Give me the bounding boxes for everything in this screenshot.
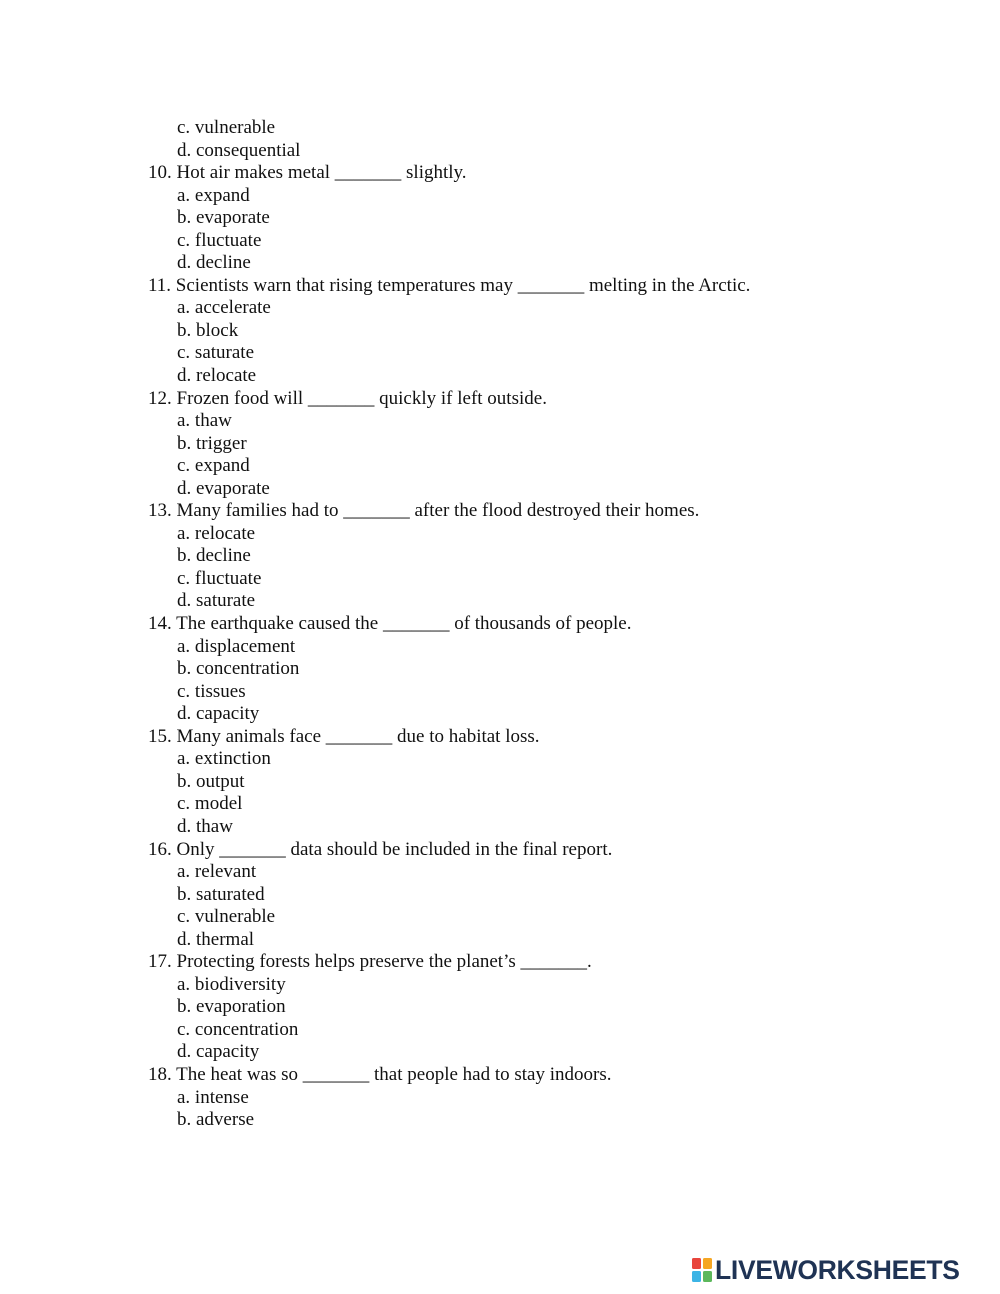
question-text: 15. Many animals face _______ due to habitat loss. <box>148 725 540 747</box>
question-text: 16. Only _______ data should be included in the final report. <box>148 838 613 860</box>
answer-option: b. evaporate <box>177 207 270 229</box>
answer-option: b. output <box>177 770 245 792</box>
answer-option: c. vulnerable <box>177 906 276 928</box>
answer-option: c. model <box>177 793 243 815</box>
answer-option: d. relocate <box>177 365 257 387</box>
answer-option: c. concentration <box>177 1018 299 1040</box>
question-text: 13. Many families had to _______ after the flood destroyed their homes. <box>148 500 700 522</box>
liveworksheets-logo-icon <box>692 1258 712 1282</box>
liveworksheets-logo-text: LIVEWORKSHEETS <box>715 1255 960 1285</box>
answer-option: d. thaw <box>177 815 233 837</box>
answer-option: a. relevant <box>177 861 257 883</box>
answer-option: b. trigger <box>177 432 247 454</box>
question-text: 18. The heat was so _______ that people had to stay indoors. <box>148 1063 612 1085</box>
liveworksheets-logo <box>692 1256 960 1284</box>
answer-option: d. decline <box>177 252 251 274</box>
answer-option: c. saturate <box>177 342 255 364</box>
answer-option: b. saturated <box>177 883 265 905</box>
question-text: 17. Protecting forests helps preserve the planet’s _______. <box>148 951 592 973</box>
question-text: 12. Frozen food will _______ quickly if left outside. <box>148 387 547 409</box>
answer-option: d. capacity <box>177 1041 260 1063</box>
answer-option: d. thermal <box>177 928 255 950</box>
answer-option: a. relocate <box>177 522 256 544</box>
answer-option: a. intense <box>177 1086 249 1108</box>
question-text: 10. Hot air makes metal _______ slightly. <box>148 162 467 184</box>
answer-option: a. thaw <box>177 410 232 432</box>
answer-option: c. vulnerable <box>177 117 276 138</box>
answer-option: b. evaporation <box>177 996 286 1018</box>
answer-option: b. adverse <box>177 1109 255 1131</box>
answer-option: b. block <box>177 319 239 341</box>
answer-option: c. fluctuate <box>177 229 262 251</box>
answer-option: b. decline <box>177 545 251 567</box>
answer-option: b. concentration <box>177 658 300 680</box>
answer-option: a. accelerate <box>177 297 271 319</box>
answer-option: c. expand <box>177 455 250 477</box>
answer-option: c. tissues <box>177 680 246 702</box>
answer-option: a. extinction <box>177 748 271 770</box>
answer-option: d. evaporate <box>177 477 270 499</box>
answer-option: d. capacity <box>177 703 260 725</box>
answer-option: c. fluctuate <box>177 567 262 589</box>
answer-option: d. saturate <box>177 590 256 612</box>
question-text: 14. The earthquake caused the _______ of thousands of people. <box>148 613 632 635</box>
answer-option: d. consequential <box>177 139 301 161</box>
answer-option: a. displacement <box>177 635 296 657</box>
worksheet-content <box>148 117 948 1132</box>
answer-option: a. biodiversity <box>177 973 286 995</box>
question-text: 11. Scientists warn that rising temperatures may _______ melting in the Arctic. <box>148 274 751 296</box>
answer-option: a. expand <box>177 184 250 206</box>
